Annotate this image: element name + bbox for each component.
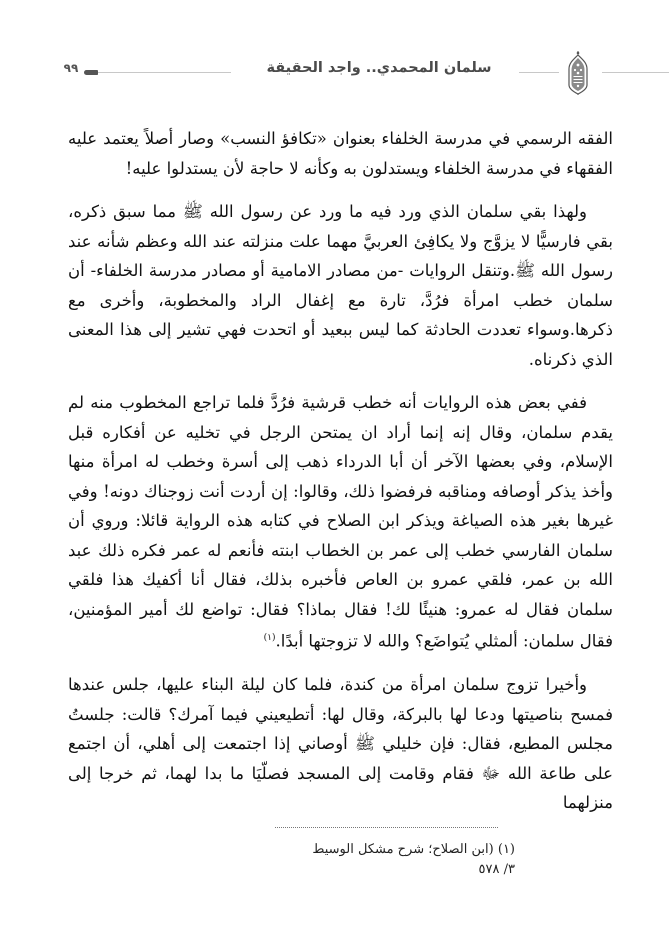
page-number: ٩٩ xyxy=(63,61,79,75)
footnote-reference[interactable]: (١) xyxy=(263,633,276,643)
header-rule-middle xyxy=(519,72,559,73)
header-rule-right xyxy=(602,72,669,73)
pen-tip-icon xyxy=(84,70,98,75)
header-rule-left xyxy=(95,72,231,73)
page-body xyxy=(68,124,613,832)
footnote-separator xyxy=(275,827,498,828)
running-title: سلمان المحمدي.. واجد الحقيقة xyxy=(266,60,492,76)
paragraph-text: ففي بعض هذه الروايات أنه خطب قرشية فرُدَّ فلما تراجع المخطوب منه لم يقدم سلمان، وقال إنه إنما أراد ان يمتحن الرجل في تخليه عن أفكاره قبل الإسلام، وفي بعضها الآخر أن أبا الدرداء ذهب إلى أسرة وخطب له امرأة منها وأخذ يذكر أوصافه ومناقبه فرفضوا ذلك، وقالوا: إن أردت أنت زوجناك دونه! وفي غيرها بغير هذه الصياغة ويذكر ابن الصلاح في كتابه هذه الرواية قائلا: وروي أن سلمان الفارسي خطب إلى عمر بن الخطاب ابنته فأنعم له عمر فكره ذلك عبد الله بن عمر، فلقي عمرو بن العاص فأخبره بذلك، فقال أنا أكفيك هذا فلقي سلمان فقال له عمرو: هنيئًا لك! فقال بماذا؟ فقال: تواضع لك أمير المؤمنين، فقال سلمان: ألمثلي يُتواضَع؟ والله لا تزوجتها أبدًا. xyxy=(68,393,613,651)
footnote-number: (١) xyxy=(497,842,515,857)
footnote-text: (ابن الصلاح؛ شرح مشكل الوسيط ٣/ ٥٧٨ xyxy=(312,842,515,877)
paragraph-continuation: الفقه الرسمي في مدرسة الخلفاء بعنوان «تكافؤ النسب» وصار أصلاً يعتمد عليه الفقهاء في مدرسة الخلفاء ويستدلون به وكأنه لا حاجة لأن يستدلوا عليه! xyxy=(68,129,613,178)
paragraph xyxy=(68,388,613,656)
paragraph: وأخيرا تزوج سلمان امرأة من كندة، فلما كان ليلة البناء عليها، جلس عندها فمسح بناصيتها ودعا لها بالبركة، وقال لها: أتطيعيني فيما آمرك؟ قالت: جلستُ مجلس المطيع، فقال: فإن خليلي ﷺ أوصاني إذا اجتمعت إلى أهلي، أن اجتمع على طاعة الله ﷻ فقام وقامت إلى المسجد فصلّيَا ما بدا لهما، ثم خرجا إلى منزلهما xyxy=(68,675,613,812)
mosque-lamp-ornament-icon xyxy=(566,51,590,95)
footnote xyxy=(300,840,515,880)
page-header xyxy=(0,50,669,96)
paragraph: ولهذا بقي سلمان الذي ورد فيه ما ورد عن رسول الله ﷺ مما سبق ذكره، بقي فارسيًّا لا يزوَّج ولا يكافِئ العربيَّ مهما علت منزلته عند الله وعظم شأنه عند رسول الله ﷺ.وتنقل الروايات -من مصادر الامامية أو مصادر مدرسة الخلفاء- أن سلمان خطب امرأة فرُدَّ، تارة مع إغفال الراد والمخطوبة، وأخرى مع ذكرها.وسواء تعددت الحادثة كما ليس ببعيد أو اتحدت فهي تشير إلى هذا المعنى الذي ذكرناه. xyxy=(68,202,613,369)
